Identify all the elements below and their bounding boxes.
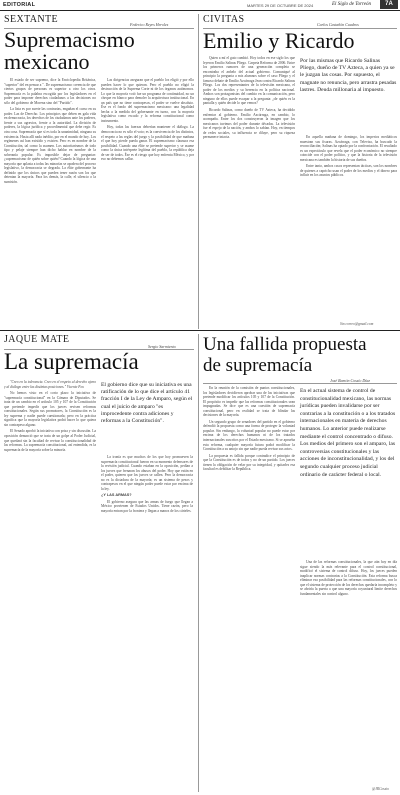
laberinto-pull-quote: El gobierno dice que su iniciativa es una ratificación de lo que dice el artículo 41 fracción I de la Ley de Amparo, según el cual el juicio de amparo "es improcedente contra adiciones y reformas a la Constitución".	[101, 382, 193, 425]
laberinto-body-2: El Senado aprobó la iniciativa con prisa y sin discusión. La oposición denunció que se trata de un golpe al Poder Judicial, que quedará sin la facultad de revisar la constitucionalidad de las reformas. La supremacía constitucional, así entendida, es la supremacía de la mayoría sobre la minoría.	[4, 429, 96, 452]
sextante-body-1: La lista es por suerte las contrarias, engañan el curso en su poder. Las de Derecho. Los principios que deben en gala vida en democracia, los derechos de los ciudadanos ante los poderes, frente a sus agravios, frente a la autoridad. La división de poderes, la lógica jurídica y procedimental que debe regir. Es otra cosa. Supremacía que sí es toda la unanimidad, ninguna su existencia. Hasta allí nada inédito, por en el mundo de hoy. Los regímenes así han existido y existen. Pero es en nombre de la Constitución, tal como la asumen. Los autoritarismos de todo tipo y pelaje siempre han dicho hablar en nombre de la soberanía popular. Es imposible dejar de preguntar: ¿supremacismo de quién sobre quién? Cuando la lógica de una mayoría que aplasta a todas las minorías se apodera del proceso legislativo, la democracia se degrada. La élite gobernante ha definido que los únicos que pueden tener razón son los que detentan la mayoría. Para los demás, la calle, el silencio o la sumisión.	[4, 107, 96, 185]
civitas-headline: Emilio y Ricardo	[203, 28, 355, 53]
civitas-kicker: CIVITAS	[203, 14, 245, 25]
laberinto-author: Sergio Sarmiento	[148, 344, 176, 349]
fallida-headline	[203, 334, 367, 376]
laberinto-subhead: ¿Y LAS ARMAS?	[101, 493, 132, 498]
sextante-headline-line2: mexicano	[4, 49, 90, 74]
fallida-pull-quote: En el actual sistema de control de constitucionalidad mexicano, las normas jurídicas pueden invalidarse por ser contrarias a la constitución o a los tratados internacionales en materia de derechos humanos. Lo anterior puede realizarse mediante el control concentrado o difuso. Los medios del primero son el amparo, las controversias constitucionales y las acciones de inconstitucionalidad, y los del segundo cualquier proceso judicial ordinario de carácter federal o local.	[300, 388, 396, 478]
fallida-column-1	[203, 386, 295, 792]
page-number: 7A	[380, 0, 398, 9]
civitas-pull-quote: Por las mismas que Ricardo Salinas Pliego, dueño de TV Azteca, a quien ya se le juzgan las cosas. Por supuesto, el magnate no renuncia, pero arrastra pesadas lastres. Deuda millonaria al impuesto.	[300, 58, 397, 93]
sextante-headline-line1: Supremacismo	[4, 27, 135, 52]
masthead-rule	[0, 10, 400, 11]
sextante-body-3: Hoy, todas las fuerzas deberían mantener el diálogo. La democracia no es sólo el voto; es la convivencia de los distintos, el respeto a las reglas del juego y la posibilidad de que mañana el que hoy pierde pueda ganar. El supremacismo clausura esa posibilidad. Cuando una élite se pretende superior y se asume como la única intérprete legítima del pueblo, la república deja de ser de todos. Ése es el riesgo que hoy enfrenta México, y por eso no debemos callar.	[101, 125, 194, 162]
sextante-intro: El estado de ser supremo, dice la Enciclopedia Británica, "superior" del en pensar a ". De supremacismo: creencia de que ciertos grupos de personas es superior a otro los otros. Supremacía es la palabra escogida por los legisladores en el poder para imponer derechos ciudadanos a las decisiones no sólo del gobierno de Morena sino del "Partido".	[4, 78, 96, 105]
laberinto-column-1	[4, 380, 96, 792]
laberinto-headline: La supremacía	[4, 349, 139, 374]
laberinto-epigraph: "Creo en la tolerancia. Creo en el respeto al derecho ajeno y al diálogo entre las distintas posiciones." Vicente Fox	[4, 380, 96, 389]
masthead-date: MARTES 29 DE OCTUBRE DE 2024	[247, 3, 314, 8]
civitas-column-2	[300, 135, 397, 320]
sextante-kicker: SEXTANTE	[4, 14, 59, 25]
fallida-author-rule	[203, 383, 397, 384]
fallida-column-2	[300, 560, 397, 785]
fallida-body-1: En la reunión de la comisión de puntos constitucionales, los legisladores decidieron aprobar una de las iniciativas que pretende modificar los artículos 105 y 107 de la Constitución. El propósito es impedir que las reformas constitucionales sean impugnadas. Se dice que es una cuestión de supremacía constitucional, pero en realidad se trata de blindar las decisiones de la mayoría.	[203, 386, 295, 418]
laberinto-body-1: No hemos visto en el corto plazo la iniciativa de "supremacía constitucional" en la Cámara de Diputados. Se trata de un cambio en el artículo 105 y 107 de la Constitución que pretende impedir que los jueces revisen reformas constitucionales. Según sus promotores, la Constitución es la ley suprema y nadie puede cuestionarla; pero en la práctica significa que la mayoría legislativa podrá hacer lo que quiera sin contrapeso alguno.	[4, 391, 96, 427]
fallida-signature[interactable]: @JRCossio	[372, 787, 389, 791]
sextante-column-2	[101, 78, 194, 328]
sextante-column-1	[4, 78, 96, 328]
fallida-headline-line2: de supremacía	[203, 355, 313, 376]
sextante-headline	[4, 29, 135, 73]
newspaper-name: El Siglo de Torreón	[332, 2, 371, 7]
lower-divider	[198, 334, 199, 792]
section-rule	[0, 330, 400, 331]
civitas-body-3: En aquella mañana de domingo, los imperios mediáticos muestran sus fisuras. Azcárraga, con Televisa, ha buscado la reconciliación; Salinas ha optado por la confrontación. El resultado es un espectáculo que revela que el poder económico no siempre coincide con el poder político, y que la historia de la televisión mexicana es también la historia de sus dueños.	[300, 135, 397, 162]
laberinto-body-3: La ironía es que muchos de los que hoy promueven la supremacía constitucional fueron en su momento defensores de la revisión judicial. Cuando estaban en la oposición, pedían a los jueces que frenaran los abusos del poder. Hoy que están en el poder, quieren que los jueces se callen. Pero la democracia no es la dictadura de la mayoría; es un sistema de pesos y contrapesos en el que ningún poder puede estar por encima de la ley.	[101, 455, 193, 491]
civitas-body-1: Quien a mí el gato cambió. Hoy todos en ese siglo los que leyeron Emilio Salinas Pliego. Carpeta Reforma de 2006. Entre los primeros rumores de una generación completa se encontraba el anhelo del actual gobierno. Comuniqué al principio la pregunta a mis alumnos sobre el caso Pliego y el famoso debate de Emilio Azcárraga Jean contra Ricardo Salinas Pliego. Los dos representantes de la televisión mexicana, el poder de los medios y su herencia en la política nacional. Ambos son protagonistas del cambio en la comunicación, pero ninguno de ellos puede escapar a la pregunta: ¿de quién es la pantalla y quién decide lo que vemos?	[203, 56, 295, 106]
fallida-body-3: La propuesta es fallida porque contradice el principio de que la Constitución es de todos y no de un partido. Los jueces tienen la obligación de velar por su integridad, y quitarles esa facultad es debilitar la República.	[203, 453, 295, 472]
laberinto-body-4: El gobierno asegura que las armas de fuego que llegan a México provienen de Estados Unidos. Tiene razón, pero la mayoría entran por la frontera y llegan a manos de los cárteles.	[101, 499, 193, 514]
civitas-email[interactable]: Sin correo@gmail.com	[340, 322, 374, 326]
civitas-column-1	[203, 56, 295, 328]
sextante-author: Federico Reyes Heroles	[130, 22, 169, 27]
fallida-author: José Ramón Cossío Díaz	[330, 378, 370, 383]
center-divider	[198, 14, 199, 329]
civitas-body-2: Ricardo Salinas, como dueño de TV Azteca, ha decidido enfrentar al gobierno. Emilio Azcárraga, en cambio, lo acompaña. Entre los dos construyeron la imagen que los mexicanos tuvimos del poder durante décadas. La televisión fue el espejo de la nación, y ambos lo sabían. Hoy, en tiempos de redes sociales, su influencia se diluye, pero su riqueza permanece intacta.	[203, 108, 295, 140]
civitas-body-4: Entre tanto, ambos casos representan tácticas, son los nombres de quienes a capricho usan el poder de los medios y el dinero para influir en los asuntos públicos.	[300, 164, 397, 178]
laberinto-column-2	[101, 455, 193, 792]
section-label: EDITORIAL	[3, 2, 36, 8]
fallida-body-4: Una de las reformas constitucionales, la que aún hoy en día sigue siendo la más relevante para el control constitucional, modificó el sistema de control difuso. Hoy, los jueces pueden inaplicar normas contrarias a la Constitución. Esta reforma busca eliminar esa posibilidad para las reformas constitucionales, con lo que el sistema de protección de los derechos quedaría incompleto y se abriría la puerta a que una mayoría coyuntural limite derechos fundamentales sin control alguno.	[300, 560, 397, 596]
laberinto-kicker: JAQUE MATE	[4, 334, 70, 345]
civitas-author: Carlos Castañón Cuadros	[317, 22, 359, 27]
sextante-body-2: Las dirigencias aseguran que el pueblo los eligió y por ello pueden hacer lo que quieran. Pero el pueblo no eligió la destrucción de la Suprema Corte ni de los órganos autónomos. Lo que la mayoría votó fue un programa de continuidad, no un cheque en blanco para demoler la arquitectura institucional. En un país que no tiene contrapesos, el poder se vuelve absoluto. Ése es el fondo del supremacismo mexicano: una legalidad hecha a la medida del gobernante en turno, con la mayoría legislativa como escudo y la reforma constitucional como instrumento.	[101, 78, 194, 123]
fallida-body-2: Un segundo grupo de senadores del partido en el gobierno defendió la propuesta como una forma de proteger la voluntad popular. Sin embargo, la voluntad popular no puede estar por encima de los derechos humanos ni de los tratados internacionales suscritos por el Estado mexicano. Si se aprueba esta reforma, cualquier mayoría futura podrá modificar la Constitución a su antojo sin que nadie pueda revisar sus actos.	[203, 419, 295, 452]
fallida-headline-line1: Una fallida propuesta	[203, 334, 367, 355]
